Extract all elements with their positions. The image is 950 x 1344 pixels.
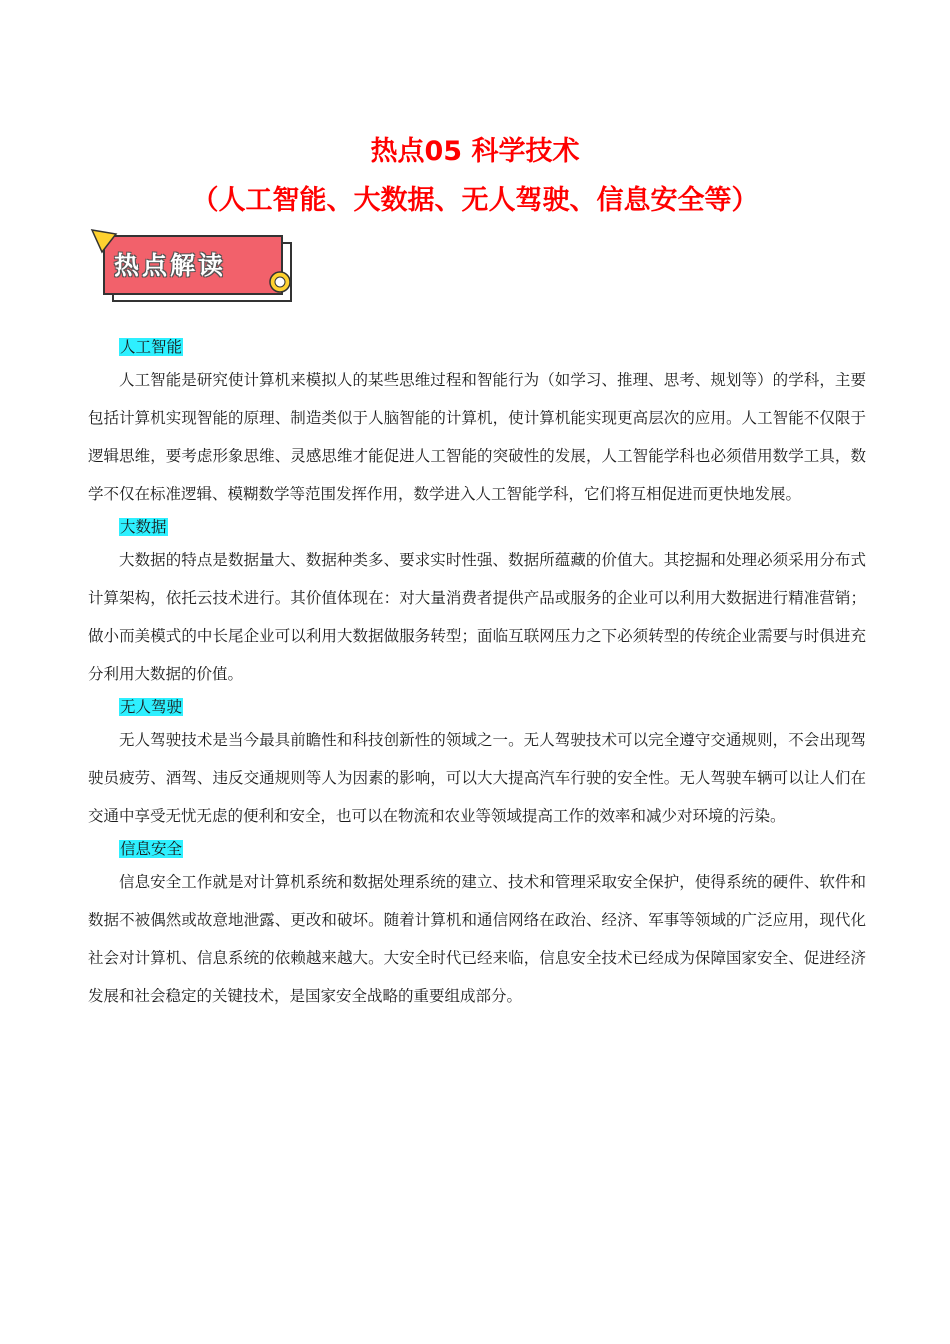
badge-label: 热点解读 [114,251,227,280]
section-paragraph-big-data: 大数据的特点是数据量大、数据种类多、要求实时性强、数据所蕴藏的价值大。其挖掘和处理必须采用分布式计算架构，依托云技术进行。其价值体现在：对大量消费者提供产品或服务的企业可以利用大数据进行精准营销；做小而美模式的中长尾企业可以利用大数据做服务转型；面临互联网压力之下必须转型的传统企业需要与时俱进充分利用大数据的价值。 [88,551,866,683]
section-paragraph-info-security: 信息安全工作就是对计算机系统和数据处理系统的建立、技术和管理采取安全保护，使得系统的硬件、软件和数据不被偶然或故意地泄露、更改和破坏。随着计算机和通信网络在政治、经济、军事等领域的广泛应用，现代化社会对计算机、信息系统的依赖越来越大。大安全时代已经来临，信息安全技术已经成为保障国家安全、促进经济发展和社会稳定的关键技术，是国家安全战略的重要组成部分。 [88,873,866,1005]
section-heading-info-security: 信息安全 [120,840,183,858]
section-paragraph-ai: 人工智能是研究使计算机来模拟人的某些思维过程和智能行为（如学习、推理、思考、规划等）的学科，主要包括计算机实现智能的原理、制造类似于人脑智能的计算机，使计算机能实现更高层次的应用。人工智能不仅限于逻辑思维，要考虑形象思维、灵感思维才能促进人工智能的突破性的发展，人工智能学科也必须借用数学工具，数学不仅在标准逻辑、模糊数学等范围发挥作用，数学进入人工智能学科，它们将互相促进而更快地发展。 [88,371,866,503]
section-heading-ai: 人工智能 [120,338,183,356]
article-body [88,333,866,1015]
page-title: 热点05 科学技术 [370,136,580,167]
section-paragraph-autonomous-driving: 无人驾驶技术是当今最具前瞻性和科技创新性的领域之一。无人驾驶技术可以完全遵守交通规则，不会出现驾驶员疲劳、酒驾、违反交通规则等人为因素的影响，可以大大提高汽车行驶的安全性。无人驾驶车辆可以让人们在交通中享受无忧无虑的便利和安全，也可以在物流和农业等领域提高工作的效率和减少对环境的污染。 [88,731,866,825]
section-heading-big-data: 大数据 [120,518,167,536]
section-heading-autonomous-driving: 无人驾驶 [120,698,183,716]
page-subtitle: （人工智能、大数据、无人驾驶、信息安全等） [191,185,759,216]
hotspot-badge [90,224,300,304]
